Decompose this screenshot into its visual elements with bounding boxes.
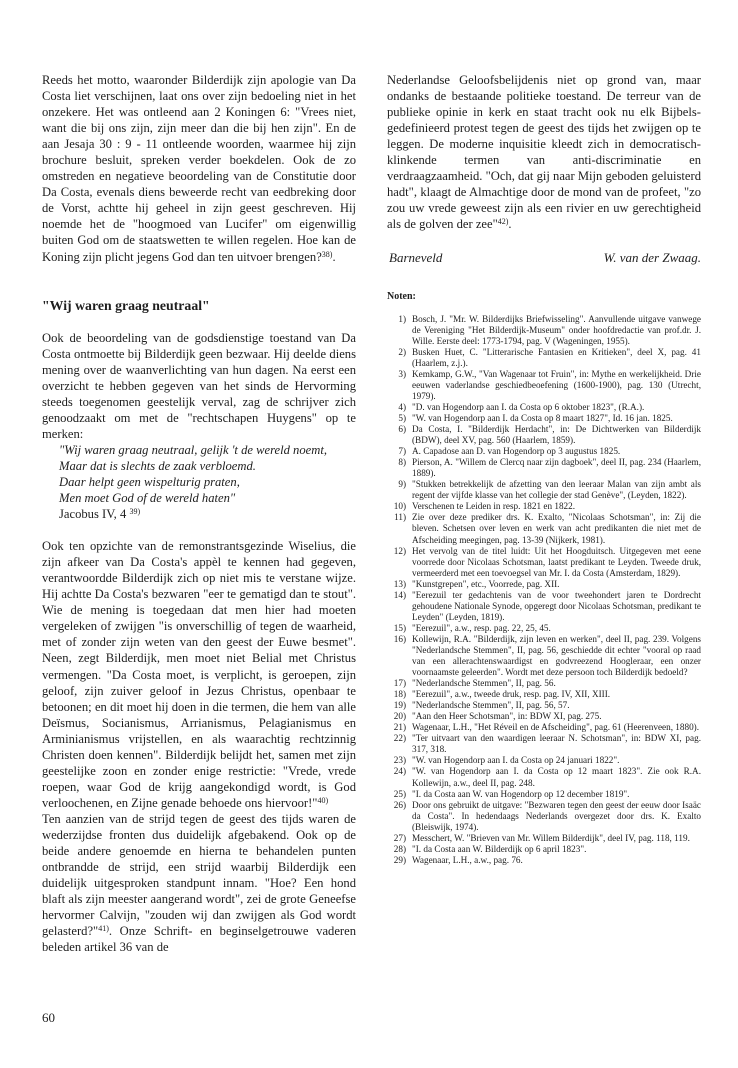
note-text: Verschenen te Leiden in resp. 1821 en 1822. xyxy=(412,501,576,512)
signature-author: W. van der Zwaag. xyxy=(603,250,701,266)
notes-list xyxy=(387,314,701,866)
note-text: Da Costa, I. "Bilderdijk Herdacht", in: De Dichtwerken van Bilderdijk (BDW), deel XV, pag. 560 (Haarlem, 1859). xyxy=(412,424,701,446)
note-item xyxy=(387,833,701,844)
note-number: 25) xyxy=(393,788,406,799)
note-number: 10) xyxy=(393,501,406,512)
note-number: 6) xyxy=(398,424,406,435)
paragraph-neutraal: Ook de beoordeling van de godsdienstige toestand van Da Costa ontmoette bij Bilderdijk geen bezwaar. Hij deelde diens mening over de waanverlichting van hun dagen. Na eerst een overzicht te hebben gegeven van het sinds de Hervorming steeds toegenomen geestelijk verval, zag de schrijver zich genoodzaakt om met de "rechtschapen Huygens" op te merken: xyxy=(42,330,356,441)
note-text: "Nederlandsche Stemmen", II, pag. 56. xyxy=(412,678,556,689)
note-number: 21) xyxy=(393,722,406,733)
note-item xyxy=(387,413,701,424)
note-text: "I. da Costa aan W. Bilderdijk op 6 april 1823". xyxy=(412,843,587,854)
note-item xyxy=(387,634,701,678)
page-number: 60 xyxy=(42,1010,55,1025)
note-item xyxy=(387,457,701,479)
note-text: Bosch, J. "Mr. W. Bilderdijks Briefwisseling". Aanvullende uitgave vanwege de Vereniging "Het Bilderdijk-Museum" onder hoofdredactie van prof.dr. J. Wille. Eerste deel: 1773-1794, pag. V (Wageningen, 1955). xyxy=(412,313,701,346)
quote-line: "Wij waren graag neutraal, gelijk 't de wereld noemt, xyxy=(59,442,327,457)
left-column xyxy=(42,72,356,955)
note-text: "W. van Hogendorp aan I. da Costa op 24 januari 1822". xyxy=(412,755,620,766)
note-number: 8) xyxy=(398,457,406,468)
note-item xyxy=(387,678,701,689)
note-item xyxy=(387,479,701,501)
footnote-ref: 39) xyxy=(129,507,141,517)
note-number: 16) xyxy=(393,633,406,644)
note-item xyxy=(387,512,701,545)
note-text: Messchert, W. "Brieven van Mr. Willem Bilderdijk", deel IV, pag. 118, 119. xyxy=(412,832,690,843)
note-text: "Eerezuil", a.w., tweede druk, resp. pag. IV, XII, XIII. xyxy=(412,689,611,700)
signature xyxy=(387,250,701,266)
note-item xyxy=(387,722,701,733)
paragraph-motto: Reeds het motto, waaronder Bilderdijk zijn apologie van Da Costa liet verschijnen, laat ons over zijn bedoeling niet in het onzekere. Het was ontleend aan 2 Koningen 6: "Vrees niet, want die bij ons zijn, zijn meer dan die bij hen zijn". En de aan Jesaja 30 : 9 - 11 ontleende woorden, waarmee hij zijn brochure besluit, spreken verder boekdelen. Ook de zo omstreden en negatieve beoordeling van de Constitutie door Da Costa, evenals diens beweerde recht van eedbreking door de Vorst, achtte hij geheel in zijn geest geschreven. Hij noemde het de "hoogmoed van Lucifer" om eigenwillig buiten God om de staatswetten te willen regelen. Hoe kan de Koning zijn plicht jegens God dan ten uitvoer brengen?$^{38)}$. xyxy=(42,73,356,264)
note-number: 24) xyxy=(393,766,406,777)
huygens-quote xyxy=(42,442,356,522)
note-text: "Aan den Heer Schotsman", in: BDW XI, pag. 275. xyxy=(412,711,602,722)
note-number: 13) xyxy=(393,578,406,589)
note-item xyxy=(387,800,701,833)
quote-line: Daar helpt geen wispelturig praten, xyxy=(59,474,240,489)
note-item xyxy=(387,546,701,579)
note-number: 9) xyxy=(398,479,406,490)
signature-place: Barneveld xyxy=(389,250,443,266)
quote-source: Jacobus IV, 4 $^{39)}$ xyxy=(59,507,141,522)
note-item xyxy=(387,689,701,700)
note-item xyxy=(387,711,701,722)
note-number: 17) xyxy=(393,678,406,689)
note-item xyxy=(387,789,701,800)
note-text: "W. van Hogendorp aan I. da Costa op 8 maart 1827", Id. 16 jan. 1825. xyxy=(412,412,673,423)
note-text: Wagenaar, L.H., "Het Réveil en de Afscheiding", pag. 61 (Heerenveen, 1880). xyxy=(412,722,700,733)
note-text: "W. van Hogendorp aan I. da Costa op 12 maart 1823". Zie ook R.A. Kollewijn, a.w., deel II, pag. 248. xyxy=(412,766,701,788)
quote-line: Men moet God of de wereld haten" xyxy=(59,491,236,506)
note-item xyxy=(387,424,701,446)
section-heading: "Wij waren graag neutraal" xyxy=(42,297,210,313)
note-item xyxy=(387,733,701,755)
note-item xyxy=(387,755,701,766)
note-number: 22) xyxy=(393,733,406,744)
note-text: "I. da Costa aan W. van Hogendorp op 12 december 1819". xyxy=(412,788,630,799)
note-text: Zie over deze prediker drs. K. Exalto, "Nicolaas Schotsman", in: Zij die bleven. Schetsen over leven en werk van acht predikanten die niet met de Afscheiding meegingen, pag. 13-39 (Nijkerk, 1981). xyxy=(412,512,701,545)
note-number: 18) xyxy=(393,689,406,700)
note-text: Pierson, A. "Willem de Clercq naar zijn dagboek", deel II, pag. 234 (Haarlem, 1889). xyxy=(412,457,701,479)
note-item xyxy=(387,855,701,866)
note-number: 28) xyxy=(393,843,406,854)
note-number: 1) xyxy=(398,313,406,324)
note-text: Kemkamp, G.W., "Van Wagenaar tot Fruin", in: Mythe en werkelijkheid. Drie eeuwen vaderlandse geschiedbeoefening (1600-1900), pag. 130 (Utrecht, 1979). xyxy=(412,368,701,401)
note-number: 2) xyxy=(398,346,406,357)
note-item xyxy=(387,590,701,623)
note-item xyxy=(387,402,701,413)
footnote-ref: 42) xyxy=(497,217,509,227)
note-text: Wagenaar, L.H., a.w., pag. 76. xyxy=(412,854,523,865)
note-number: 15) xyxy=(393,622,406,633)
note-number: 26) xyxy=(393,799,406,810)
note-text: A. Capadose aan D. van Hogendorp op 3 augustus 1825. xyxy=(412,446,621,457)
note-number: 7) xyxy=(398,446,406,457)
note-number: 3) xyxy=(398,368,406,379)
note-item xyxy=(387,766,701,788)
note-item xyxy=(387,700,701,711)
note-number: 12) xyxy=(393,545,406,556)
footnote-ref: 40) xyxy=(317,795,329,805)
paragraph-wiselius: Ook ten opzichte van de remonstrantsgezinde Wiselius, die zijn afkeer van Da Costa's appèl te kennen had gegeven, verantwoordde Bilderdijk zich op niet mis te verstane wijze. Hij achtte Da Costa's bezwaren "eer te gematigd dan te stout". Wie de mening is toegedaan dat men hier had moeten vergeleken of zwijgen "is onverschillig of tegen de waarheid, met of zonder zijn weten van den geest der Euwe besmet". Neen, zegt Bilderdijk, men moet niet Belial met Christus vermengen. "Da Costa moet, is verplicht, is geroepen, zijn geloof, zijn zuiver geloof in Jezus Christus, openbaar te betoonen; en dit moet hij doen in die termen, die hem van alle Deïsmus, Socianismus, Arrianismus, Pelagianismus en Arminianismus vrijstellen, en als waarachtig rechtzinnig Christen doen kennen". Bilderdijk belijdt het, samen met zijn geestelijke zoon en zonder enige restrictie: "Vrede, vrede roepen, waar God de krijg aangekondigd wordt, is God verloochenen, en Zijne genade behoede ons hiervoor!"$^{40)}$ xyxy=(42,539,356,810)
note-number: 29) xyxy=(393,854,406,865)
note-number: 11) xyxy=(394,512,406,523)
note-item xyxy=(387,844,701,855)
quote-line: Maar dat is slechts de zaak verbloemd. xyxy=(59,458,256,473)
note-text: Kollewijn, R.A. "Bilderdijk, zijn leven en werken", deel II, pag. 239. Volgens "Nederlandsche Stemmen", II, pag. 56, geschiedde dit echter "vooral op raad van een allerachtenswaardigst en godvreezend Hoogleraar, een onzer voornaamste geleerden". Wordt met deze persoon toch Bilderdijk bedoeld? xyxy=(412,633,701,678)
note-text: "Eerezuil ter gedachtenis van de voor tweehondert jaren te Dordrecht gehoudene Nationale Synode, opgeregt door Nicolaas Schotsman, predikant te Leyden" (Leyden, 1819). xyxy=(412,589,701,622)
note-item xyxy=(387,446,701,457)
note-text: Het vervolg van de titel luidt: Uit het Hoogduitsch. Uitgegeven met eene voorrede door Nicolaas Schotsman, laatst predikant te Leyden. Tweede druk, vermeerderd met een toevoegsel van Mr. I. da Costa (Amsterdam, 1829). xyxy=(412,545,701,578)
note-text: "Stukken betrekkelijk de afzetting van den leeraar Malan van zijn ambt als regent der vijfde klasse van het collegie der stad Genève", (Leyden, 1822). xyxy=(412,479,701,501)
note-text: "Kunstgrepen", etc., Voorrede, pag. XII. xyxy=(412,578,560,589)
notes-heading: Noten: xyxy=(387,290,416,302)
paragraph-geloofsbelijdenis: Nederlandse Geloofsbelijdenis niet op grond van, maar ondanks de bestaande politieke toestand. De terreur van de publieke opinie in kerk en staat tracht ook nu elk Bijbels-gedefinieerd protest tegen de geest des tijds het zwijgen op te leggen. De moderne inquisitie kleedt zich in democratisch-klinkende termen van anti-discriminatie en verdraagzaamheid. "Och, dat gij naar Mijn geboden geluisterd hadt", klaagt de Almachtige door de mond van de profeet, "zo zou uw vrede geweest zijn als een rivier en uw gerechtigheid als de golven der zee"$^{42)}$. xyxy=(387,73,701,232)
note-item xyxy=(387,314,701,347)
note-text: Busken Huet, C. "Litterarische Fantasien en Kritieken", deel X, pag. 41 (Haarlem, z.j.). xyxy=(412,346,701,368)
note-item xyxy=(387,369,701,402)
note-text: "Nederlandsche Stemmen", II, pag. 56, 57. xyxy=(412,700,570,711)
note-number: 27) xyxy=(393,832,406,843)
footnote-ref: 38) xyxy=(321,249,333,259)
note-text: "Ter uitvaart van den waardigen leeraar N. Schotsman", in: BDW XI, pag. 317, 318. xyxy=(412,733,701,755)
note-number: 19) xyxy=(393,700,406,711)
note-number: 5) xyxy=(398,412,406,423)
paragraph-strijd: Ten aanzien van de strijd tegen de geest des tijds waren de wederzijdse fronten dus duidelijk afgebakend. Ook op de beide andere genoemde en hierna te behandelen punten ontbrandde de strijd, een strijd waarbij Bilderdijk een duidelijk uitgesproken standpunt innam. "Hoe? Een hond blaft als zijn meester aangerand wordt", zei de grote Geneefse hervormer Calvijn, "zouden wij dan zwijgen als God wordt gelasterd?"$^{41)}$. Onze Schrift- en beginselgetrouwe vaderen beleden artikel 36 van de xyxy=(42,811,356,955)
note-number: 14) xyxy=(393,589,406,600)
note-text: "Eerezuil", a.w., resp. pag. 22, 25, 45. xyxy=(412,622,551,633)
note-number: 23) xyxy=(393,755,406,766)
note-item xyxy=(387,579,701,590)
note-number: 4) xyxy=(398,401,406,412)
right-column xyxy=(387,72,701,866)
note-item xyxy=(387,501,701,512)
note-text: "D. van Hogendorp aan I. da Costa op 6 oktober 1823", (R.A.). xyxy=(412,401,645,412)
footnote-ref: 41) xyxy=(98,924,109,934)
note-number: 20) xyxy=(393,711,406,722)
note-item xyxy=(387,347,701,369)
note-item xyxy=(387,623,701,634)
note-text: Door ons gebruikt de uitgave: "Bezwaren tegen den geest der eeuw door Isaäc da Costa". In hedendaags Nederlands overgezet door drs. K. Exalto (Bleiswijk, 1974). xyxy=(412,799,701,832)
